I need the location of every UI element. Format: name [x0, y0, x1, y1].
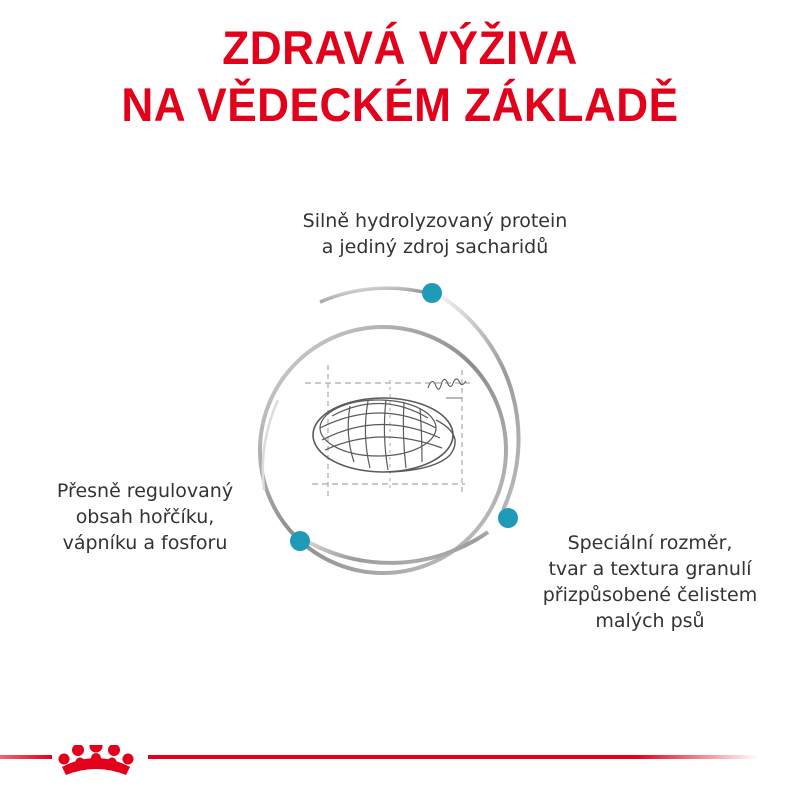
feature-protein-line: Silně hydrolyzovaný protein — [302, 210, 568, 232]
feature-kibble-line: tvar a textura granulí — [548, 558, 752, 580]
kibble-circle-graphic — [250, 270, 550, 590]
feature-minerals-line: obsah hořčíku, — [75, 506, 215, 528]
marker-dot-kibble — [498, 508, 518, 528]
page-title-line-2: NA VĚDECKÉM ZÁKLADĚ — [121, 78, 679, 131]
footer-brand-bar — [0, 745, 800, 785]
feature-minerals-line: vápníku a fosforu — [62, 532, 228, 554]
marker-dot-protein — [422, 283, 442, 303]
footer-line-right — [148, 755, 758, 759]
footer-line-left — [0, 755, 52, 759]
feature-kibble-line: Speciální rozměr, — [567, 532, 733, 554]
feature-kibble-line: malých psů — [595, 610, 705, 632]
kibble-sketch-icon — [305, 365, 470, 500]
page-title-line-1: ZDRAVÁ VÝŽIVA — [222, 21, 578, 74]
outer-arc-top — [320, 288, 428, 302]
feature-kibble — [520, 530, 780, 634]
outer-arc-right — [442, 297, 519, 510]
feature-kibble-line: přizpůsobené čelistem — [542, 584, 758, 606]
feature-minerals — [20, 478, 270, 556]
feature-protein-line: a jediný zdroj sacharidů — [321, 236, 549, 258]
marker-dot-minerals — [290, 531, 310, 551]
feature-protein — [250, 208, 620, 260]
royal-canin-crown-logo-icon — [59, 745, 134, 775]
feature-minerals-line: Přesně regulovaný — [56, 480, 234, 502]
